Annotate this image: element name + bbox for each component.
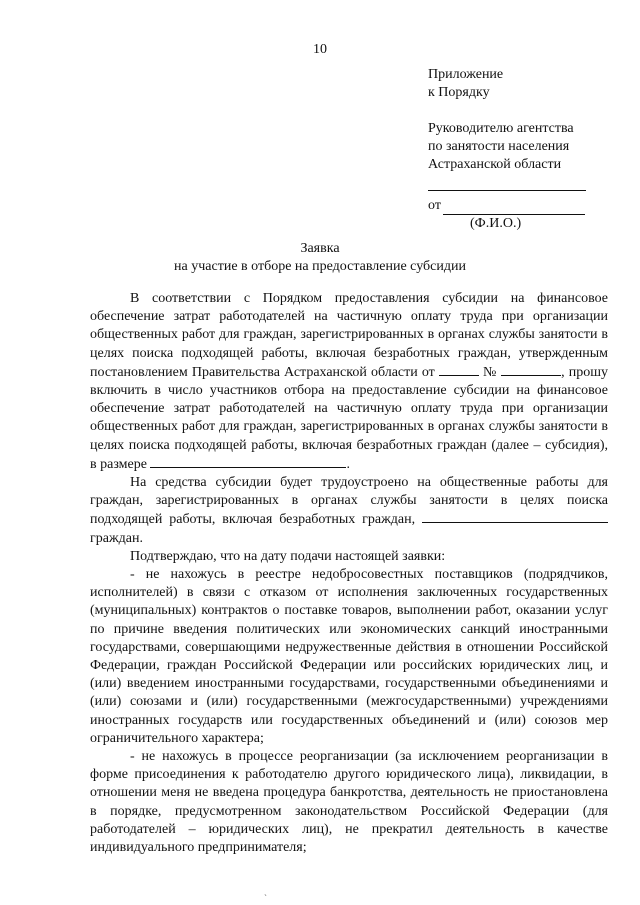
- appendix-label: Приложение: [428, 67, 504, 82]
- recipient-fill-line[interactable]: [428, 178, 586, 191]
- recipient-agency-line: по занятости населения: [428, 139, 570, 154]
- page-number: 10: [313, 42, 327, 57]
- amount-fill-line[interactable]: [150, 455, 346, 468]
- fio-label: (Ф.И.О.): [470, 216, 522, 231]
- title-subtitle: на участие в отборе на предоставление субсидии: [174, 259, 466, 274]
- recipient-line: Руководителю агентства: [428, 121, 574, 136]
- from-fill-line[interactable]: [443, 202, 585, 215]
- from-label: от: [428, 198, 441, 213]
- paragraph-confirm: Подтверждаю, что на дату подачи настоящей заявки:: [130, 548, 446, 564]
- paragraph-employment: На средства субсидии будет трудоустроено на общественные работы для граждан, зарегистрированных в органах службы занятости в целях поиска подходящей работы, включая безработных граждан, граждан.: [90, 475, 608, 546]
- document-body: [90, 290, 608, 857]
- from-line: [428, 197, 586, 215]
- citizens-count-fill-line[interactable]: [422, 510, 608, 523]
- addressee-block: [428, 66, 586, 233]
- title-main: Заявка: [300, 241, 340, 256]
- document-title: [0, 240, 640, 276]
- date-fill-line[interactable]: [439, 363, 479, 376]
- recipient-region-line: Астраханской области: [428, 157, 562, 172]
- number-fill-line[interactable]: [501, 363, 561, 376]
- paragraph-not-reorganizing: - не нахожусь в процессе реорганизации (за исключением реорганизации в форме присоединения к работодателю другого юридического лица), ликвидации, в отношении меня не введена процедура банкротства, деятельность не приостановлена в порядке, предусмотренном законодательством Российской Федерации (для работодателей – юридических лиц), не прекратил деятельность в качестве индивидуального предпринимателя;: [90, 749, 608, 856]
- paragraph-request: В соответствии с Порядком предоставления субсидии на финансовое обеспечение затрат работодателей на частичную оплату труда при организации общественных работ для граждан, зарегистрированных в органах службы занятости в целях поиска подходящей работы, включая безработных граждан, утвержденным постановлением Правительства Астраханской области от № , прошу включить в число участников отбора на предоставление субсидии на финансовое обеспечение затрат работодателей на частичную оплату труда при организации общественных работ для граждан, зарегистрированных в органах службы занятости в целях поиска подходящей работы, включая безработных граждан (далее – субсидия), в размере .: [90, 291, 608, 472]
- appendix-to-order: к Порядку: [428, 85, 490, 100]
- scan-mark: ˏ: [264, 886, 267, 896]
- paragraph-not-in-registry: - не нахожусь в реестре недобросовестных поставщиков (подрядчиков, исполнителей) в связи с отказом от исполнения заключенных государственных (муниципальных) контрактов о поставке товаров, выполнении работ, оказании услуг по причине введения политических или экономических санкций иностранными государствами, совершающими недружественные действия в отношении Российской Федерации, граждан Российской Федерации или российских юридических лиц, и (или) введением иностранными государствами, государственными объединениями и (или) союзами и (или) государственными (межгосударственными) учреждениями иностранных государств или государственных объединений и (или) союзов мер ограничительного характера;: [90, 567, 608, 746]
